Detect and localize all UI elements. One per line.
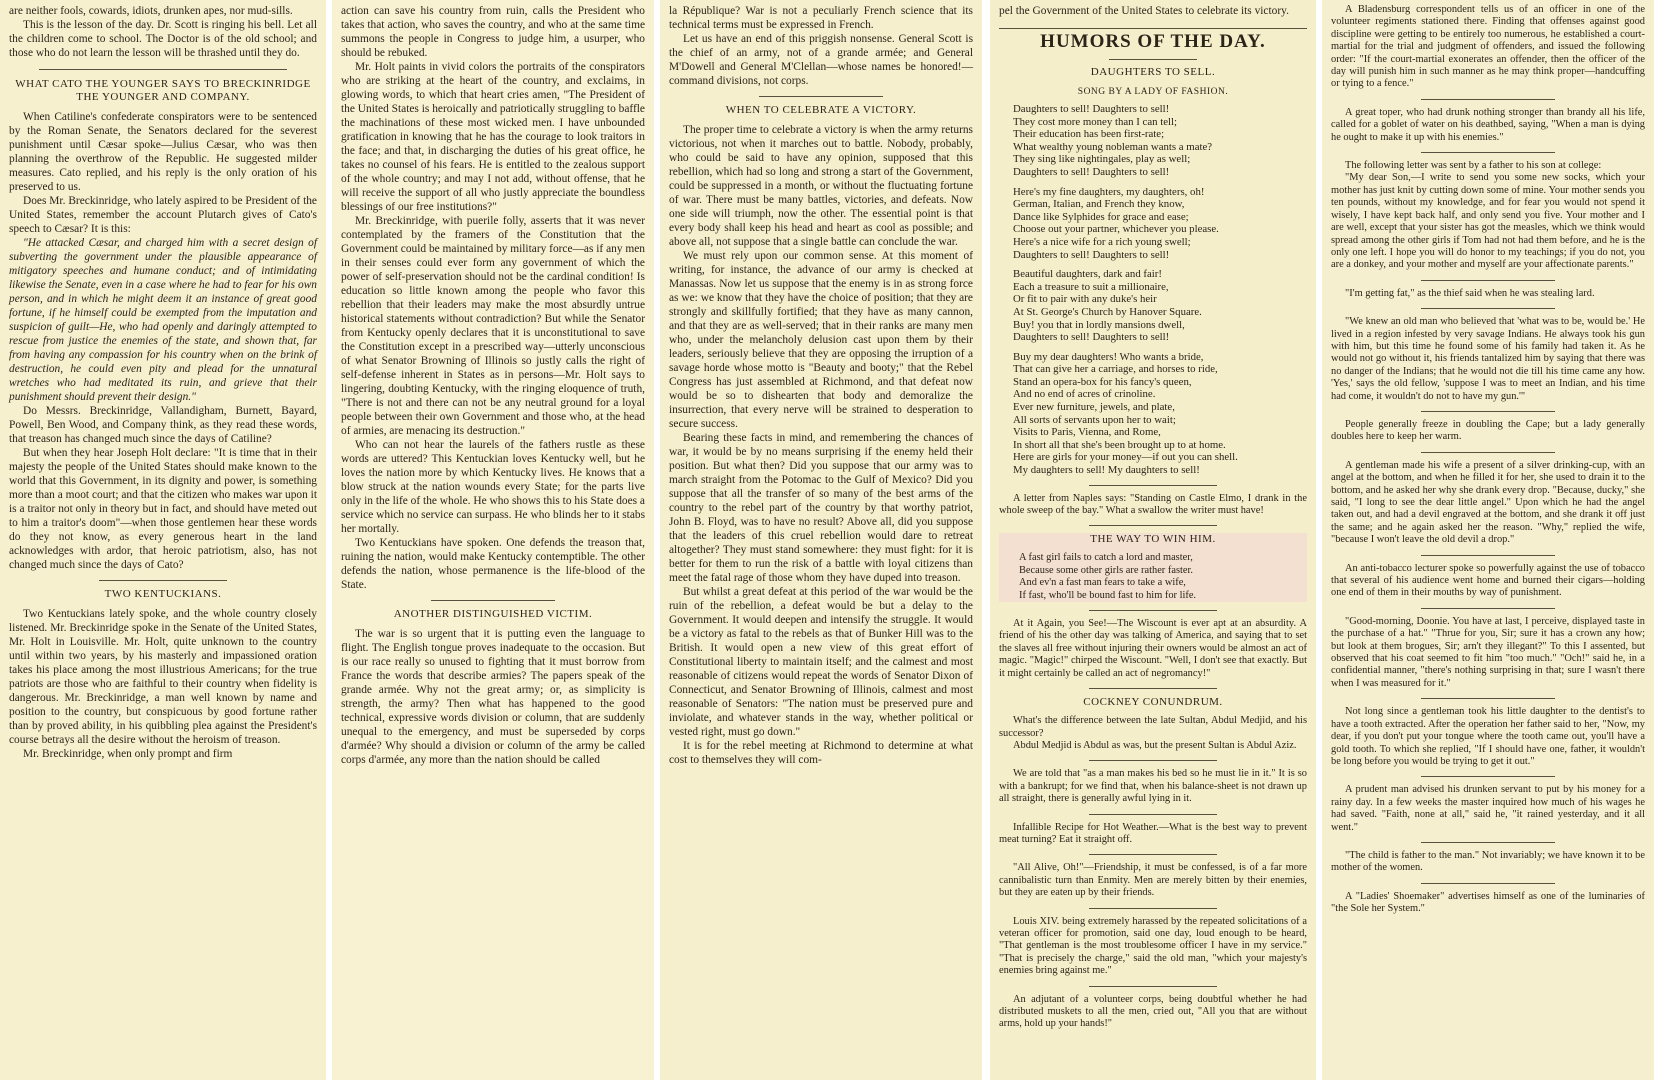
paragraph: action can save his country from ruin, calls the President who takes that action, who saves the country, and who at the same time summons the people in Congress to judge him, a usurper, who should be rebuked. (341, 5, 645, 59)
article-heading: THE WAY TO WIN HIM. (1090, 533, 1216, 546)
paragraph: "The child is father to the man." Not invariably; we have known it to be mother of the women. (1331, 849, 1645, 874)
poem-line: German, Italian, and French they know, (1013, 198, 1185, 211)
divider (1421, 411, 1555, 412)
column-2 (332, 0, 654, 1080)
paragraph: "I'm getting fat," as the thief said when he was stealing lard. (1345, 287, 1595, 299)
paragraph: The following letter was sent by a father to his son at college: (1345, 160, 1602, 172)
poem-line: All sorts of servants upon her to wait; (1013, 413, 1176, 426)
article-heading: DAUGHTERS TO SELL. (1090, 66, 1216, 78)
paragraph: A Bladensburg correspondent tells us of an officer in one of the volunteer regiments stationed there. Finding that offenses against good discipline were getting to be entirely too numerous, he established a court-martial for the trial and judgment of offenders, and issued the following order: "If the court-martial exonerates an offender, then the officer of the day will punish him in such manner as he may think proper—handcuffing or tying to a fence." (1331, 4, 1645, 90)
paragraph: Mr. Breckinridge, with puerile folly, asserts that it was never contemplated by the framers of the Constitution that the Government could be maintained by military force—as if any men in their senses could ever form any government of which the power of self-preservation should not be the cardinal condition! Is education so little known among the people who favor this rebellion that their leaders may make the most absurdly untrue historical statements without contradiction? But while the Senator from Kentucky openly declares that it is unconstitutional to save the Constitution except in a prescribed way—utterly unconscious of what Senator Browning of Illinois so justly calls the right of self-defense inherent in States as in persons—Mr. Holt says to lingering, doubting Kentucky, with the ringing eloquence of truth, "There is not and there can not be any neutral ground for a loyal people between their own Government and those who, at the head of armies, are menacing its destruction." (341, 215, 645, 437)
column-5 (1322, 0, 1654, 1080)
divider (99, 580, 227, 581)
poem-line: Here are girls for your money—if out you can shell. (1013, 451, 1238, 464)
paragraph: When Catiline's confederate conspirators were to be sentenced by the Roman Senate, the Senators declared for the severest punishment until Cæsar spoke—Julius Cæsar, who was then planning the overthrow of the Republic. He suggested milder measures. Cato replied, and his reply is the only oration of his preserved to us. (9, 111, 317, 193)
divider (1421, 452, 1555, 453)
poem-line: In short all that she's been brought up to at home. (1013, 438, 1226, 451)
paragraph: "We knew an old man who believed that 'what was to be, would be.' He lived in a region infested by very savage Indians. He always took his gun with him, but this time he found some of his family had taken it. As he would not go without it, his friends tantalized him by saying that there was no danger of the Indians; that he would not die till his time came any how. 'Yes,' says the old fellow, 'suppose I was to meet an Indian, and his time had come, it wouldn't do not to have my gun.'" (1331, 316, 1645, 402)
divider (1089, 688, 1217, 689)
poem-line: At St. George's Church by Hanover Square. (1013, 305, 1202, 318)
paragraph: Abdul Medjid is Abdul as was, but the present Sultan is Abdul Aziz. (1013, 739, 1297, 751)
article-heading: WHEN TO CELEBRATE A VICTORY. (725, 104, 917, 116)
poem-line: My daughters to sell! My daughters to sell! (1013, 464, 1200, 477)
paragraph: An adjutant of a volunteer corps, being doubtful whether he had distributed muskets to all the men, cried out, "All you that are without arms, hold up your hands!" (999, 993, 1307, 1030)
divider (1421, 883, 1555, 884)
divider (1089, 485, 1217, 486)
paragraph: An anti-tobacco lecturer spoke so powerfully against the use of tobacco that several of his audience went home and burned their cigars—holding one end of them in their mouths by way of punishment. (1331, 562, 1645, 599)
divider (1089, 610, 1217, 611)
paragraph: What's the difference between the late Sultan, Abdul Medjid, and his successor? (999, 715, 1307, 739)
quotation: "He attacked Cæsar, and charged him with a secret design of subverting the government under the plausible appearance of mitigatory speeches and humane conduct; and of intimidating likewise the Senate, even in a case where he had to fear for his own person, and in which he might deem it an instance of great good fortune, if he himself could be exempted from the imputation and suspicion of guilt—He, who had openly and daringly attempted to rescue from justice the enemies of the state, and shown that, far from having any compassion for his country when on the brink of destruction, he could even pity and plead for the unnatural wretches who had meditated its ruin, and grieve that their punishment should prevent their design." (9, 237, 317, 403)
paragraph: Let us have an end of this priggish nonsense. General Scott is the chief of an army, not of a grande armée; and General M'Dowell and General M'Clellan—whose names be honored!—command divisions, not corps. (669, 33, 973, 87)
divider (1089, 854, 1217, 855)
poem-line: They sing like nightingales, play as well; (1013, 153, 1191, 166)
article-heading: TWO KENTUCKIANS. (104, 588, 222, 600)
paragraph: "My dear Son,—I write to send you some new socks, which your mother has just knit by cutting down some of mine. Your mother sends you ten pounds, without my knowledge, and for fear you would not spend it wisely, I have kept back half, and only send you five. Your mother and I are well, except that your sister has got the measles, which we think would spread among the other girls if Tom had not had them before, and he is the only one left. I hope you will do honor to my teachings; if you do not, you are a donkey, and your mother and myself are your affectionate parents." (1331, 172, 1645, 271)
poem-line: Here's my fine daughters, my daughters, oh! (1013, 185, 1205, 198)
poem-line: Ever new furniture, jewels, and plate, (1013, 401, 1175, 414)
paragraph: A great toper, who had drunk nothing stronger than brandy all his life, called for a goblet of water on his deathbed, saying, "When a man is dying he ought to make it up with his enemies." (1331, 106, 1645, 143)
paragraph: Do Messrs. Breckinridge, Vallandigham, Burnett, Bayard, Powell, Ben Wood, and Company think, as they read these words, that treason has changed much since the days of Catiline? (9, 405, 317, 445)
poem-line: Their education has been first-rate; (1013, 128, 1165, 141)
column-3 (660, 0, 982, 1080)
divider (1421, 608, 1555, 609)
paragraph: Infallible Recipe for Hot Weather.—What is the best way to prevent meat turning? Eat it straight off. (999, 821, 1307, 845)
song-subtitle: SONG BY A LADY OF FASHION. (1077, 87, 1229, 97)
poem-line: Because some other girls are rather faster. (1019, 564, 1193, 576)
paragraph: are neither fools, cowards, idiots, drunken apes, nor mud-sills. (9, 5, 293, 17)
poem-line: Beautiful daughters, dark and fair! (1013, 268, 1163, 281)
paragraph: A gentleman made his wife a present of a silver drinking-cup, with an angel at the bottom, and when he filled it for her, she used to drain it to the bottom, and he asked her why she drank every drop. "Because, ducky," she said, "I long to see the dear little angel." Upon which he had the angel taken out, and had a devil engraved at the bottom, and she drank it off just the same; and he again asked her the reason. "Why," replied the wife, "because I won't leave the old devil a drop." (1331, 459, 1645, 546)
column-1 (0, 0, 326, 1080)
poem-line: They cost more money than I can tell; (1013, 115, 1177, 128)
poem-line: Here's a nice wife for a rich young swell; (1013, 235, 1191, 248)
paragraph: A "Ladies' Shoemaker" advertises himself as one of the luminaries of "the Sole her System." (1331, 890, 1645, 915)
paragraph: At it Again, you See!—The Wiscount is ever apt at an absurdity. A friend of his the other day was talking of America, and saying that to set the slaves all free without injuring their owners would be almost an act of magic. "Magic!" chirped the Wiscount. "Well, I don't see that exactly. But it might certainly be called an act of negromancy!" (999, 618, 1307, 679)
poem-line: Daughters to sell! Daughters to sell! (1013, 165, 1170, 178)
poem-line: Or fit to pair with any duke's heir (1013, 293, 1157, 306)
poem-line: Buy! you that in lordly mansions dwell, (1013, 318, 1185, 331)
divider (1089, 525, 1217, 526)
poem-line: And ev'n a fast man fears to take a wife, (1019, 577, 1186, 589)
divider (1089, 986, 1217, 987)
poem-line: That can give her a carriage, and horses to ride, (1013, 363, 1218, 376)
paragraph: But whilst a great defeat at this period of the war would be the ruin of the rebellion, a defeat would be but a delay to the Government. It would deepen and intensify the struggle. It would be a victory as fatal to the rebels as that of Bunker Hill was to the British. It would open a new view of this great effort of Constitutional liberty to maintain itself; and the calmest and most reasonable of citizens would repeat the words of Senator Dixon of Connecticut, and Senator Browning of Illinois, calmest and most reasonable of Senators: "The nation must be preserved pure and inviolate, and whatever stands in the way, whether political or vested right, must go down." (669, 586, 973, 738)
divider (1421, 152, 1555, 153)
poem-line: Daughters to sell! Daughters to sell! (1013, 248, 1170, 261)
article-heading: WHAT CATO THE YOUNGER SAYS TO BRECKINRIDGE THE YOUNGER AND COMPANY. (15, 78, 311, 103)
paragraph: A letter from Naples says: "Standing on Castle Elmo, I drank in the whole sweep of the bay." What a swallow the writer must have! (999, 492, 1307, 517)
paragraph: Not long since a gentleman took his little daughter to the dentist's to have a tooth extracted. After the operation her father said to her, "Now, my dear, if you don't put your tongue where the tooth came out, you'll have a gold tooth. To which she replied, "If I should have one, father, it wouldn't be long before you would be trying to get it out." (1331, 706, 1645, 767)
paragraph: A prudent man advised his drunken servant to put by his money for a rainy day. In a few weeks the master inquired how much of his wages he had saved. "Faith, none at all," said he, "it rained yesterday, and it all went." (1331, 784, 1645, 833)
paragraph: Does Mr. Breckinridge, who lately aspired to be President of the United States, remember the account Plutarch gives of Cato's speech to Cæsar? It is this: (9, 195, 317, 235)
paragraph: People generally freeze in doubling the Cape; but a lady generally doubles here to keep her warm. (1331, 418, 1645, 443)
article-heading: ANOTHER DISTINGUISHED VICTIM. (393, 608, 593, 620)
poem-line: Stand an opera-box for his fancy's queen, (1013, 375, 1192, 388)
paragraph: Two Kentuckians lately spoke, and the whole country closely listened. Mr. Breckinridge spoke in the Senate of the United States, Mr. Holt in Louisville. Mr. Holt, quite unknown to the country until within two years, by his masterly and impassioned oration takes his place among the most illustrious Americans; for the true patriots are those who are faithful to their country when fidelity is dangerous. Mr. Breckinridge, a man well known by name and position to the country, but conspicuous by good fortune rather than by proved ability, in his quibbling plea against the President's course betrays all the desire without the heroism of treason. (9, 608, 317, 746)
poem-line: A fast girl fails to catch a lord and master, (1019, 552, 1193, 564)
divider (39, 69, 287, 70)
divider (1109, 59, 1197, 60)
divider (1421, 308, 1555, 309)
poem-line: Choose out your partner, whichever you please. (1013, 223, 1219, 236)
column-4 (990, 0, 1316, 1080)
paragraph: Bearing these facts in mind, and remembering the chances of war, it would be by no means surprising if the enemy held their position. But what then? Did you suppose that our army was to march straight from the Potomac to the Gulf of Mexico? Did you suppose that all the transfer of so many of the best arms of the country to the rebel part of the country by that worthy patriot, John B. Floyd, was to have no result? Above all, did you suppose that the leaders of this cruel rebellion would dare to retreat altogether? They must stand somewhere: they must fight: for it is better for them to run the risk of a battle with loyal citizens than meet the fatal rage of those whom they have duped into treason. (669, 432, 973, 584)
poem-line: And no end of acres of crinoline. (1013, 388, 1156, 401)
poem-line: If fast, who'll be bound fast to him for life. (1019, 589, 1197, 601)
article-heading: COCKNEY CONUNDRUM. (1083, 696, 1223, 709)
divider (1421, 698, 1555, 699)
paragraph: The war is so urgent that it is putting even the language to flight. The English tongue proves inadequate to the occasion. But is our race really so unused to fighting that it must borrow from France the words that describe armies? The papers speak of the grande armée. Why not the great army; or, as simplicity is strength, the army? Then what has happened to the good technical, expressive words division or column, that are suddenly unequal to the emergency, and must be superseded by corps d'armée? Why should a division or column of the army be called corps d'armée, any more than the nation should be called (341, 628, 645, 766)
paragraph: la République? War is not a peculiarly French science that its technical terms must be expressed in French. (669, 5, 973, 31)
poem-line: Daughters to sell! Daughters to sell! (1013, 331, 1170, 344)
poem-line: Dance like Sylphides for grace and ease; (1013, 210, 1189, 223)
divider (1421, 776, 1555, 777)
poem-line: Buy my dear daughters! Who wants a bride, (1013, 350, 1204, 363)
paragraph: pel the Government of the United States to celebrate its victory. (999, 5, 1289, 17)
paragraph: The proper time to celebrate a victory is when the army returns victorious, not when it marches out to battle. Nobody, probably, who could be said to have any opinion, supposed that this rebellion, which had so long and strong a start of the Government, could be suppressed in a month, or without the fluctuating fortune of war. There must be many battles, victories, and defeats. Now one side will triumph, now the other. The essential point is that every body shall keep his head and heart as cool as possible; and above all, not suppose that a single battle can conclude the war. (669, 124, 973, 248)
divider (1421, 842, 1555, 843)
paragraph: Who can not hear the laurels of the fathers rustle as these words are uttered? This Kentuckian loves Kentucky well, but he loves the nation more by which Kentucky lives. He knows that a blow struck at the nation wounds every State; for the parts live only in the life of the whole. He who shows this to his State does a service which no service can surpass. He who blinds her to it stabs her mortally. (341, 439, 645, 535)
divider (1089, 908, 1217, 909)
paragraph: We must rely upon our common sense. At this moment of writing, for instance, the advance of our army is checked at Manassas. Now let us suppose that the enemy is in as strong force as we: we know that they have the choice of position; that they are strongly and skillfully fortified; that they have as many cannon, and that they are as well-served; that in their ranks are many men who, under the melancholy delusion cast upon them by their leaders, seriously believe that they are opposing the irruption of a savage horde whose motto is "Beauty and booty;" that the Rebel Congress has just assembled at Richmond, and that defeat now would be so to dishearten that body and demoralize the insurrection, that every nerve will be strained to desperation to secure success. (669, 250, 973, 430)
poem-line: Visits to Paris, Vienna, and Rome, (1013, 426, 1161, 439)
way-to-win-him-box (999, 533, 1307, 602)
paragraph: Louis XIV. being extremely harassed by the repeated solicitations of a veteran officer for promotion, said one day, loud enough to be heard, "That gentleman is the most troublesome officer I have in my service." "That is precisely the charge," said the old man, "which your majesty's enemies bring against me." (999, 915, 1307, 977)
divider (1089, 760, 1217, 761)
paragraph: Mr. Holt paints in vivid colors the portraits of the conspirators who are striking at the heart of the country, and exclaims, in glowing words, to which that heart cries amen, "The President of the United States is heroically and patriotically struggling to baffle the machinations of these most wicked men. I have unbounded gratification in knowing that he has the courage to look traitors in the face; and that, in discharging the duties of his great office, he takes no counsel of his fears. He is entitled to the zealous support of the whole country; and may I not add, without offense, that he will receive the support of all who justly appreciate the boundless blessings of our free institutions?" (341, 61, 645, 213)
paragraph: Mr. Breckinridge, when only prompt and firm (23, 748, 233, 760)
divider (999, 28, 1307, 29)
paragraph: We are told that "as a man makes his bed so he must lie in it." It is so with a bankrupt; for we find that, when his balance-sheet is not drawn up all straight, there is generally awful lying in it. (999, 768, 1307, 805)
divider (1421, 99, 1555, 100)
poem-line: What wealthy young nobleman wants a mate? (1013, 140, 1213, 153)
divider (1421, 280, 1555, 281)
poem (999, 103, 1307, 477)
poem-line: Daughters to sell! Daughters to sell! (1013, 103, 1170, 115)
paragraph: But when they hear Joseph Holt declare: "It is time that in their majesty the people of the United States should make known to the world that this Government, in its dignity and power, is something more than a moot court; and that the citizen who makes war upon it is a traitor not only in theory but in fact, and should have meted out to him a traitor's doom"—when those gentlemen hear these words do they not know, as every generous heart in the land acknowledges with ardor, that heroic patriotism, also, has not changed much since the days of Cato? (9, 447, 317, 571)
divider (759, 96, 883, 97)
divider (1421, 555, 1555, 556)
paragraph: It is for the rebel meeting at Richmond to determine at what cost to themselves they will com- (669, 740, 973, 766)
paragraph: "Good-morning, Doonie. You have at last, I perceive, displayed taste in the purchase of a hat." "Thrue for you, Sir; sure it has a crown any how; but look at them brogues, Sir; arn't they illegant?" To this I assented, but observed that his coat seemed to fit him "too much." "Och!" said he, in a confidential manner, "there's nothing surprising in that; sure I wasn't there when I was measured for it." (1331, 615, 1645, 689)
section-title: HUMORS OF THE DAY. (1040, 31, 1266, 52)
paragraph: This is the lesson of the day. Dr. Scott is ringing his bell. Let all the children come to school. The Doctor is of the old school; and those who do not learn the lesson will be thrashed until they do. (9, 19, 317, 59)
paragraph: Two Kentuckians have spoken. One defends the treason that, ruining the nation, would make Kentucky contemptible. The other defends the nation, whose permanence is the life-blood of the State. (341, 537, 645, 591)
divider (431, 600, 555, 601)
poem-line: Each a treasure to suit a millionaire, (1013, 280, 1169, 293)
paragraph: "All Alive, Oh!"—Friendship, it must be confessed, is of a far more cannibalistic turn than Enmity. Men are merely bitten by their enemies, but they are eaten up by their friends. (999, 862, 1307, 899)
divider (1089, 814, 1217, 815)
